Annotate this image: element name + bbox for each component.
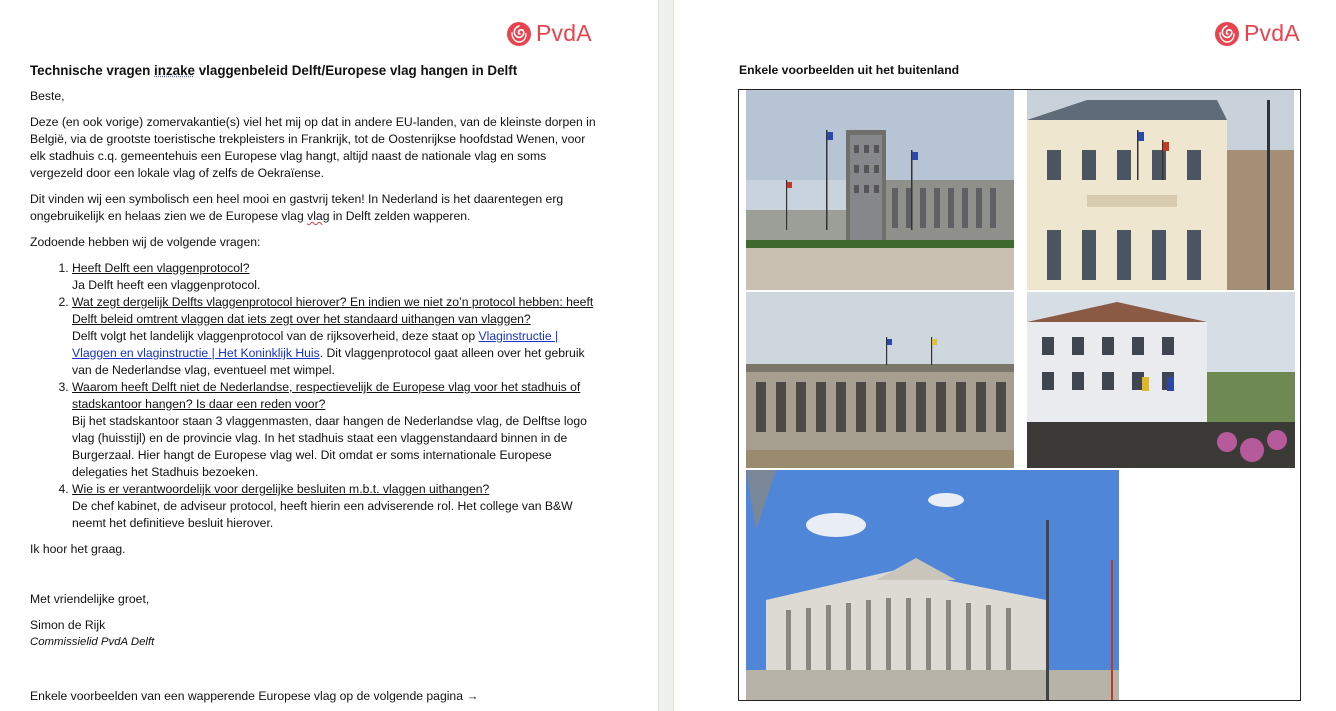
letter-title: Technische vragen inzake vlaggenbeleid Delft/Europese vlag hangen in Delft (30, 63, 518, 78)
regards: Met vriendelijke groet, (30, 592, 150, 606)
page-gutter (658, 0, 674, 711)
photo-hotel-de-ville (1027, 90, 1294, 290)
closing-line: Ik hoor het graag. (30, 542, 126, 556)
paragraph-1: Deze (en ook vorige) zomervakantie(s) viel het mij op dat in andere EU-landen, van de kleinste dorpen in België, via de grootste toeristische trekpleisters in Frankrijk, tot de Oostenrijkse hoofdstad Wenen, voor elk stadhuis c.q. gemeentehuis een Europese vlag hangt, altijd naast de nationale vlag en soms vergezeld door een lokale vlag of zelfs de Oekraïense. (30, 115, 596, 180)
photo-frame (738, 89, 1301, 701)
logo-text: PvdA (1244, 20, 1300, 46)
question: Wat zegt dergelijk Delfts vlaggenprotocol hierover? En indien we niet zo’n protocol hebben: heeft Delft beleid omtrent vlaggen dat iets zegt over het standaard uithangen van vlaggen? (72, 295, 594, 326)
next-page-note: Enkele voorbeelden van een wapperende Europese vlag op de volgende pagina → (30, 689, 479, 703)
list-item (72, 481, 596, 532)
photo-parliament-vienna (746, 470, 1119, 700)
answer: De chef kabinet, de adviseur protocol, heeft hierin een adviserende rol. Het college van B&W neemt het definitieve besluit hierover. (72, 499, 573, 530)
answer: Ja Delft heeft een vlaggenprotocol. (72, 278, 261, 292)
greeting: Beste, (30, 89, 65, 103)
list-item (72, 379, 596, 481)
photo-modern-building (746, 292, 1014, 468)
answer: Delft volgt het landelijk vlaggenprotocol van de rijksoverheid, deze staat op Vlaginstructie | Vlaggen en vlaginstructie | Het Koninklijk Huis. Dit vlaggenprotocol gaat alleen over het gebruik van de Nederlandse vlag, eventueel met wimpel. (72, 329, 585, 377)
rose-icon (1214, 21, 1240, 47)
paragraph-3: Zodoende hebben wij de volgende vragen: (30, 235, 261, 249)
rose-icon (506, 21, 532, 47)
photo-white-facade (1027, 292, 1295, 468)
list-item (72, 260, 596, 294)
letter-body (30, 62, 596, 651)
paragraph-2: Dit vinden wij een symbolisch een heel mooi en gastvrij teken! In Nederland is het daarentegen erg ongebruikelijk en helaas zien we de Europese vlag vlag in Delft zelden wapperen. (30, 192, 564, 223)
list-item (72, 294, 596, 379)
logo-text: PvdA (536, 20, 592, 46)
question: Waarom heeft Delft niet de Nederlandse, respectievelijk de Europese vlag voor het stadhuis of stadskantoor hangen? Is daar een reden voor? (72, 380, 581, 411)
photo-page (674, 0, 1336, 711)
question: Heeft Delft een vlaggenprotocol? (72, 261, 250, 275)
signature-name: Simon de Rijk (30, 618, 106, 632)
vlaginstructie-link[interactable]: Vlaginstructie | Vlaggen en vlaginstructie | Het Koninklijk Huis (72, 329, 559, 360)
question-list (30, 260, 596, 532)
pvda-logo (1214, 20, 1300, 47)
question: Wie is er verantwoordelijk voor dergelijke besluiten m.b.t. vlaggen uithangen? (72, 482, 490, 496)
letter-page (0, 0, 658, 711)
answer: Bij het stadskantoor staan 3 vlaggenmasten, daar hangen de Nederlandse vlag, de Delftse logo vlag (huisstijl) en de provincie vlag. In het stadhuis staat een vlaggenstandaard binnen in de Burgerzaal. Hier hangt de Europese vlag wel. Dit omdat er soms internationale Europese delegaties het Stadhuis bezoeken. (72, 414, 587, 479)
pvda-logo (506, 20, 592, 47)
photos-heading: Enkele voorbeelden uit het buitenland (739, 63, 960, 77)
photo-town-hall-tower (746, 90, 1014, 290)
signature-role: Commissielid PvdA Delft (30, 636, 155, 648)
